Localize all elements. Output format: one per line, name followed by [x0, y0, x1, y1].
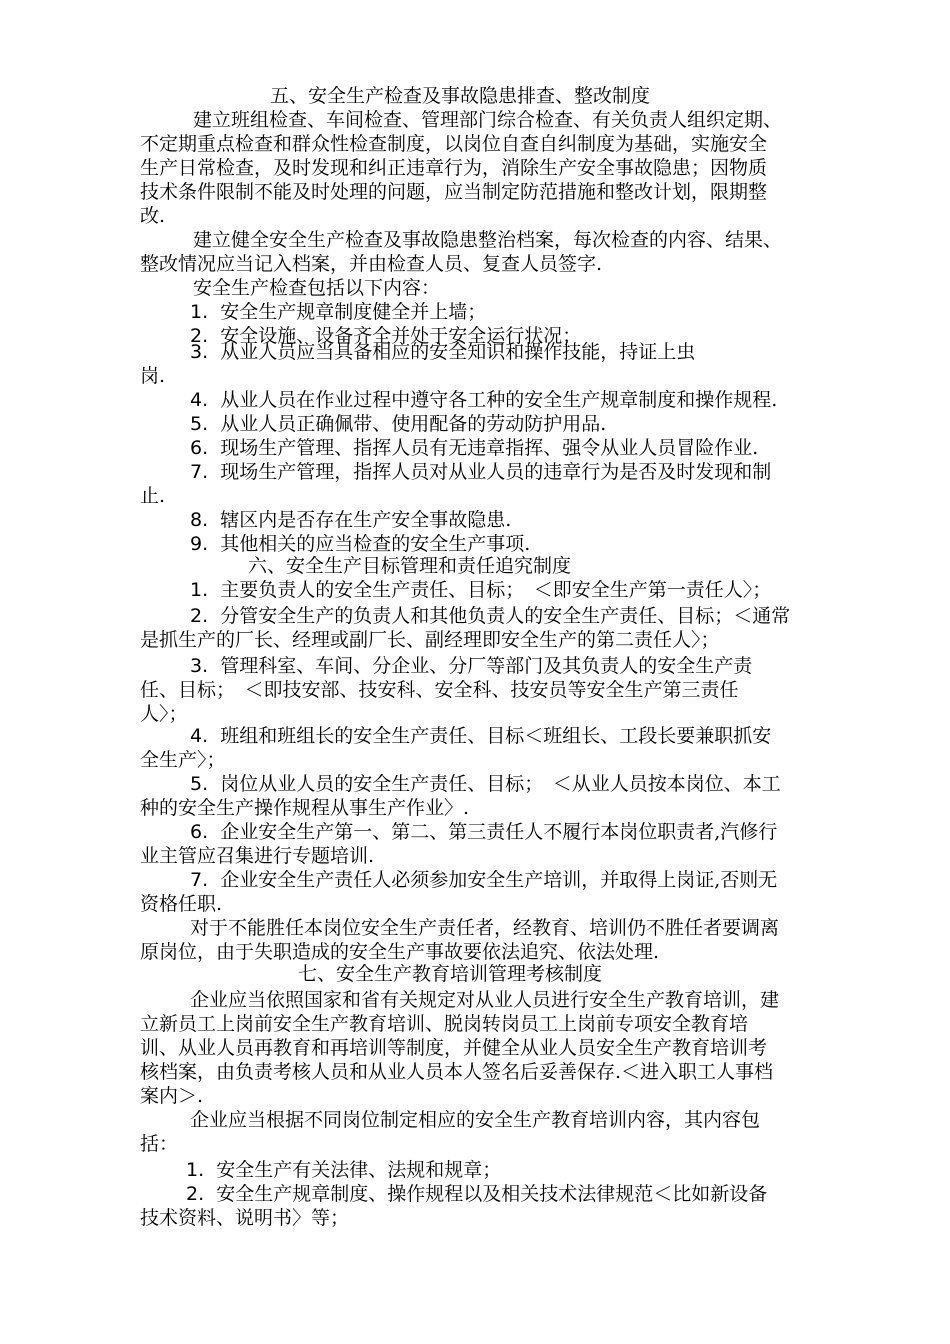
list-number: 8. — [190, 509, 209, 531]
list-text-continued: 止. — [140, 485, 166, 507]
list-item — [190, 388, 777, 412]
section-5-heading: 五、安全生产检查及事故隐患排查、整改制度 — [270, 85, 651, 107]
list-item — [190, 460, 771, 484]
section-5-para-1-line-4: 技术条件限制不能及时处理的问题，应当制定防范措施和整改计划，限期整 — [140, 181, 768, 203]
list-item — [190, 772, 781, 796]
section-6-para-1-line-2: 原岗位，由于失职造成的安全生产事故要依法追究、依法处理. — [140, 941, 660, 963]
section-5-para-2-line-2: 整改情况应当记入档案，并由检查人员、复查人员签字. — [140, 253, 603, 275]
list-text-continued: 技术资料、说明书〉等； — [140, 1207, 350, 1229]
section-5-para-2-line-1: 建立健全安全生产检查及事故隐患整治档案，每次检查的内容、结果、 — [193, 229, 783, 251]
section-5-para-1-line-3: 生产日常检查，及时发现和纠正违章行为，消除生产安全事故隐患；因物质 — [140, 157, 768, 179]
list-number: 2. — [190, 605, 209, 627]
list-text: 其他相关的应当检查的安全生产事项. — [220, 533, 531, 555]
list-number: 9. — [190, 533, 209, 555]
list-item — [190, 412, 606, 436]
list-text-continued: 是抓生产的厂长、经理或副厂长、副经理即安全生产的第二责任人〉； — [140, 629, 720, 651]
section-5-intro: 安全生产检查包括以下内容： — [193, 277, 441, 299]
list-item — [190, 868, 777, 892]
list-number: 1. — [190, 579, 209, 601]
section-7-para-1-line-4: 核档案，由负责考核人员和从业人员本人签名后妥善保存.＜进入职工人事档 — [140, 1061, 774, 1083]
section-5-para-1-line-1: 建立班组检查、车间检查、管理部门综合检查、有关负责人组织定期、 — [193, 109, 783, 131]
list-text: 分管安全生产的负责人和其他负责人的安全生产责任、目标；＜通常 — [220, 605, 791, 627]
list-text: 主要负责人的安全生产责任、目标； ＜即安全生产第一责任人〉； — [220, 579, 772, 601]
section-7-heading: 七、安全生产教育培训管理考核制度 — [298, 963, 603, 985]
section-7-para-2-line-1: 企业应当根据不同岗位制定相应的安全生产教育培训内容，其内容包 — [190, 1109, 761, 1131]
list-number: 5. — [190, 773, 209, 795]
list-text: 辖区内是否存在生产安全事故隐患. — [220, 509, 512, 531]
list-text: 企业安全生产责任人必须参加安全生产培训，并取得上岗证,否则无 — [220, 869, 778, 891]
section-7-para-2-line-2: 括： — [140, 1133, 179, 1155]
section-6-para-1-line-1: 对于不能胜任本岗位安全生产责任者，经教育、培训仍不胜任者要调离 — [190, 917, 780, 939]
section-7-para-1-line-2: 立新员工上岗前安全生产教育培训、脱岗转岗员工上岗前专项安全教育培 — [140, 1013, 749, 1035]
section-7-para-1-line-1: 企业应当依照国家和省有关规定对从业人员进行安全生产教育培训，建 — [190, 989, 780, 1011]
list-item — [190, 820, 777, 844]
list-item — [186, 1182, 767, 1206]
list-number: 3. — [190, 341, 209, 363]
section-5-para-1-line-2: 不定期重点检查和群众性检查制度，以岗位自查自纠制度为基础，实施安全 — [140, 133, 768, 155]
list-text: 从业人员应当具备相应的安全知识和操作技能，持证上虫 — [220, 341, 696, 363]
list-number: 2. — [186, 1183, 205, 1205]
list-text-continued: 人〉； — [140, 703, 188, 725]
list-item — [190, 604, 790, 628]
list-number: 7. — [190, 869, 209, 891]
list-text: 安全设施、设备齐全并处于安全运行状况； — [220, 325, 582, 347]
list-text: 从业人员正确佩带、使用配备的劳动防护用品. — [220, 413, 607, 435]
list-number: 4. — [190, 389, 209, 411]
section-6-heading: 六、安全生产目标管理和责任追究制度 — [248, 555, 572, 577]
list-text-continued: 业主管应召集进行专题培训. — [140, 845, 375, 867]
list-text-continued: 资格任职. — [140, 893, 223, 915]
list-number: 1. — [186, 1159, 205, 1181]
list-text: 现场生产管理、指挥人员有无违章指挥、强令从业人员冒险作业. — [220, 437, 759, 459]
list-item — [190, 508, 511, 532]
list-text-continued: 种的安全生产操作规程从事生产作业〉. — [140, 797, 470, 819]
list-number: 6. — [190, 821, 209, 843]
list-number: 5. — [190, 413, 209, 435]
list-text: 岗位从业人员的安全生产责任、目标； ＜从业人员按本岗位、本工 — [220, 773, 781, 795]
list-item — [190, 532, 530, 556]
list-number: 1. — [190, 301, 209, 323]
list-number: 6. — [190, 437, 209, 459]
list-item — [186, 1158, 501, 1182]
list-text: 企业安全生产第一、第二、第三责任人不履行本岗位职责者,汽修行 — [220, 821, 778, 843]
list-number: 4. — [190, 725, 209, 747]
section-7-para-1-line-5: 案内＞. — [140, 1085, 204, 1107]
list-item — [190, 578, 771, 602]
list-number: 3. — [190, 655, 209, 677]
list-text: 管理科室、车间、分企业、分厂等部门及其负责人的安全生产责 — [220, 655, 753, 677]
list-text: 班组和班组长的安全生产责任、目标＜班组长、工段长要兼职抓安 — [220, 725, 772, 747]
list-text-continued: 任、目标； ＜即技安部、技安科、安全科、技安员等安全生产第三责任 — [140, 679, 739, 701]
list-text: 从业人员在作业过程中遵守各工种的安全生产规章制度和操作规程. — [220, 389, 778, 411]
section-7-para-1-line-3: 训、从业人员再教育和再培训等制度，并健全从业人员安全生产教育培训考 — [140, 1037, 768, 1059]
list-item — [190, 300, 486, 324]
list-text-continued: 岗. — [140, 365, 166, 387]
list-item — [190, 436, 758, 460]
list-text: 安全生产规章制度、操作规程以及相关技术法律规范＜比如新设备 — [216, 1183, 768, 1205]
list-item — [190, 724, 771, 748]
list-number: 7. — [190, 461, 209, 483]
list-text: 现场生产管理，指挥人员对从业人员的违章行为是否及时发现和制 — [220, 461, 772, 483]
list-text: 安全生产有关法律、法规和规章； — [216, 1159, 502, 1181]
list-item — [190, 654, 752, 678]
list-number: 2. — [190, 325, 209, 347]
list-text: 安全生产规章制度健全并上墙； — [220, 301, 487, 323]
list-item — [190, 340, 695, 364]
section-5-para-1-line-5: 改. — [140, 205, 166, 227]
list-text-continued: 全生产〉； — [140, 749, 226, 771]
